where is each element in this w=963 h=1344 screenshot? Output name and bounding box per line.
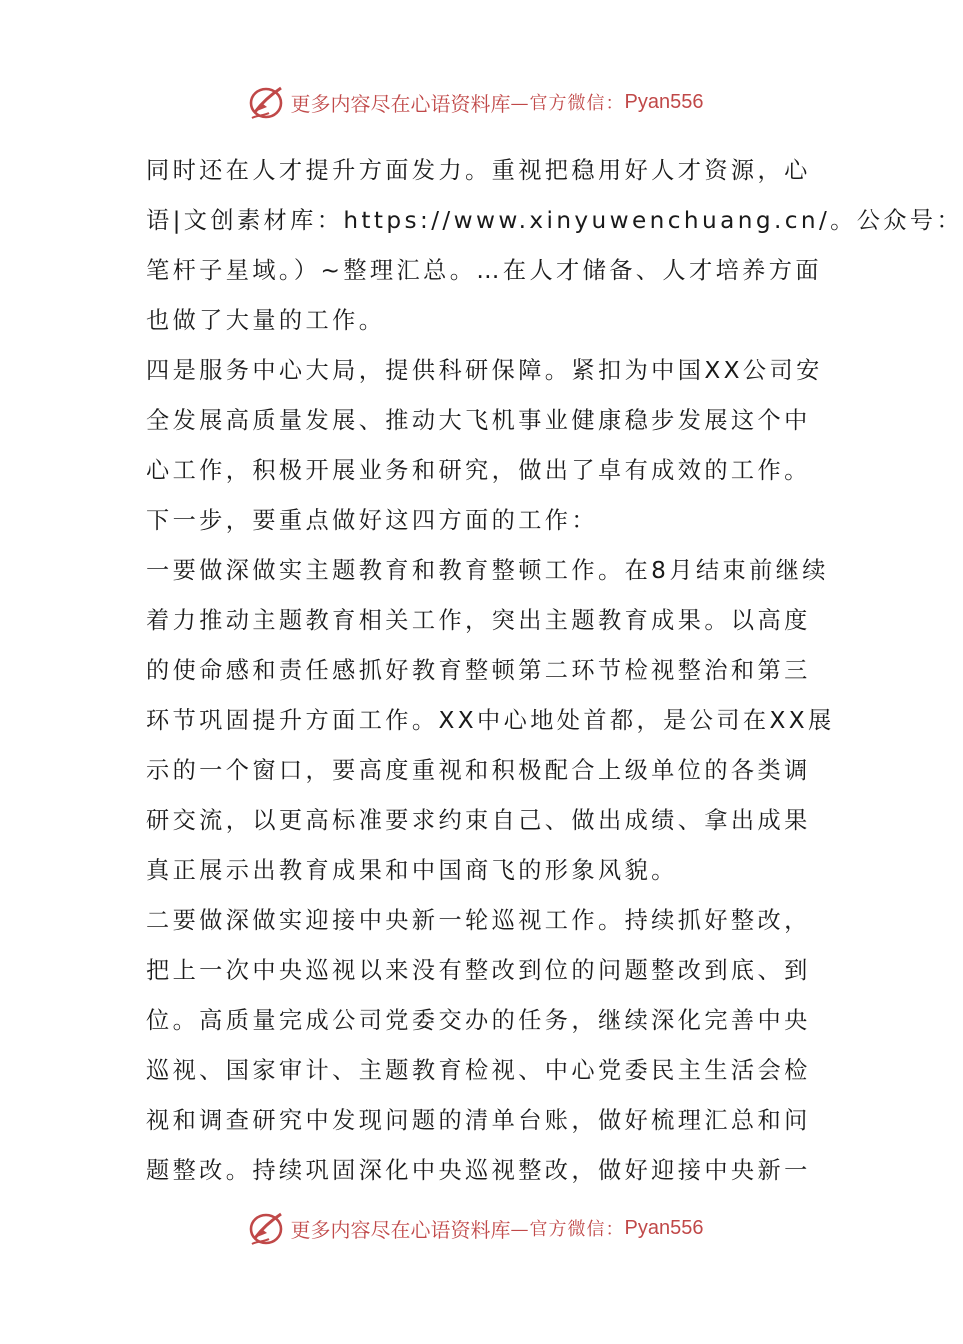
body-line: 下一步，要重点做好这四方面的工作： <box>146 507 598 534</box>
body-line: 一要做深做实主题教育和教育整顿工作。在8月结束前继续 <box>146 557 829 584</box>
body-line: 二要做深做实迎接中央新一轮巡视工作。持续抓好整改， <box>146 907 811 934</box>
body-line: 语|文创素材库：https://www.xinyuwenchuang.cn/。公众号： <box>146 207 963 234</box>
body-line: 四是服务中心大局，提供科研保障。紧扣为中国XX公司安 <box>146 357 823 384</box>
body-line: 位。高质量完成公司党委交办的任务，继续深化完善中央 <box>146 1007 811 1034</box>
body-line: 把上一次中央巡视以来没有整改到位的问题整改到底、到 <box>146 957 811 984</box>
body-line: 视和调查研究中发现问题的清单台账，做好梳理汇总和问 <box>146 1107 811 1134</box>
body-line: 真正展示出教育成果和中国商飞的形象风貌。 <box>146 857 678 884</box>
body-line: 同时还在人才提升方面发力。重视把稳用好人才资源，心 <box>146 157 811 184</box>
body-line: 全发展高质量发展、推动大飞机事业健康稳步发展这个中 <box>146 407 811 434</box>
body-line: 也做了大量的工作。 <box>146 307 386 334</box>
body-line: 环节巩固提升方面工作。XX中心地处首都，是公司在XX展 <box>146 707 835 734</box>
banner-subtitle: —官方微信： <box>510 1219 625 1240</box>
banner-wechat-id: Pyan556 <box>624 90 704 113</box>
body-line: 研交流，以更高标准要求约束自己、做出成绩、拿出成果 <box>146 807 811 834</box>
pen-logo-icon <box>247 82 287 122</box>
banner-subtitle: —官方微信： <box>510 93 625 114</box>
body-line: 着力推动主题教育相关工作，突出主题教育成果。以高度 <box>146 607 811 634</box>
banner-title: 更多内容尽在心语资料库 <box>290 1217 511 1242</box>
body-line: 的使命感和责任感抓好教育整顿第二环节检视整治和第三 <box>146 657 811 684</box>
footer-banner <box>0 1208 950 1248</box>
body-line: 笔杆子星域。）~整理汇总。…在人才储备、人才培养方面 <box>146 257 822 284</box>
pen-logo-icon <box>247 1208 287 1248</box>
document-body <box>146 146 963 1196</box>
banner-wechat-id: Pyan556 <box>624 1216 704 1239</box>
body-line: 题整改。持续巩固深化中央巡视整改，做好迎接中央新一 <box>146 1157 811 1184</box>
body-line: 心工作，积极开展业务和研究，做出了卓有成效的工作。 <box>146 457 811 484</box>
body-line: 巡视、国家审计、主题教育检视、中心党委民主生活会检 <box>146 1057 811 1084</box>
banner-title: 更多内容尽在心语资料库 <box>290 91 511 116</box>
header-banner <box>0 82 950 122</box>
body-line: 示的一个窗口，要高度重视和积极配合上级单位的各类调 <box>146 757 811 784</box>
